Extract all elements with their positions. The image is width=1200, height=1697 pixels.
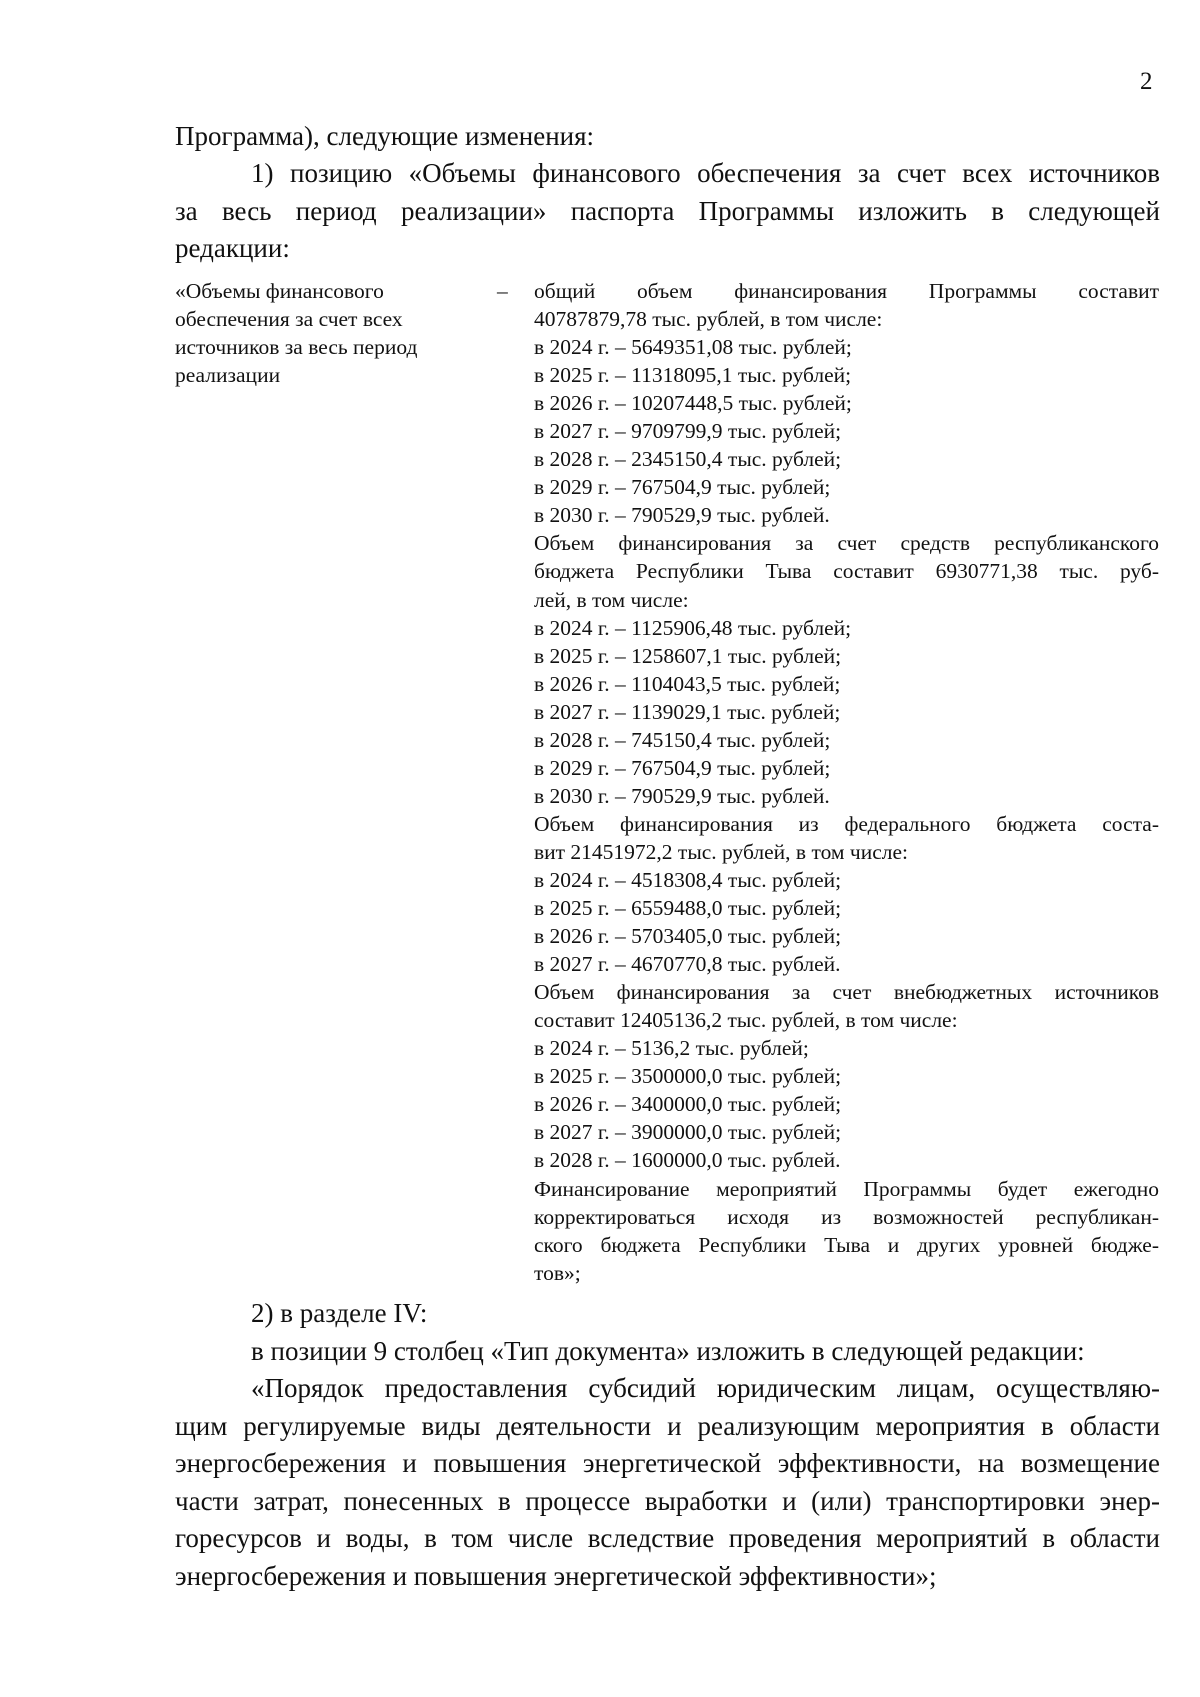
- passport-value-line: 40787879,78 тыс. рублей, в том числе:: [534, 307, 883, 332]
- passport-value-line: в 2027 г. – 1139029,1 тыс. рублей;: [534, 699, 841, 724]
- item-1-line: редакции:: [175, 233, 290, 263]
- quote-line: горесурсов и воды, в том числе вследствие проведения мероприятий в области: [175, 1523, 1160, 1553]
- quote-line: энергосбережения и повышения энергетической эффективности»;: [175, 1560, 937, 1591]
- passport-value-line: в 2026 г. – 3400000,0 тыс. рублей;: [534, 1092, 842, 1117]
- passport-dash: –: [497, 279, 508, 303]
- passport-value-line: бюджета Республики Тыва составит 6930771,38 тыс. руб-: [534, 559, 1159, 584]
- passport-label-line: «Объемы финансового: [175, 279, 384, 303]
- quote-line: щим регулируемые виды деятельности и реализующим мероприятия в области: [175, 1410, 1160, 1441]
- passport-value-line: в 2027 г. – 3900000,0 тыс. рублей;: [534, 1120, 842, 1145]
- item-2-heading: 2) в разделе IV:: [251, 1298, 428, 1328]
- passport-value-line: в 2025 г. – 11318095,1 тыс. рублей;: [534, 363, 852, 388]
- passport-label-line: реализации: [175, 363, 281, 387]
- passport-label-line: обеспечения за счет всех: [175, 307, 403, 331]
- passport-value-line: в 2027 г. – 4670770,8 тыс. рублей.: [534, 952, 841, 977]
- quote-line: «Порядок предоставления субсидий юридическим лицам, осуществляю-: [251, 1373, 1160, 1403]
- passport-value-line: в 2028 г. – 1600000,0 тыс. рублей.: [534, 1148, 841, 1173]
- quote-line: части затрат, понесенных в процессе выработки и (или) транспортировки энер-: [175, 1485, 1160, 1516]
- passport-value-line: в 2026 г. – 5703405,0 тыс. рублей;: [534, 924, 842, 949]
- quote-line: энергосбережения и повышения энергетической эффективности, на возмещение: [175, 1448, 1160, 1478]
- passport-value-line: Объем финансирования за счет средств республиканского: [534, 531, 1159, 556]
- passport-value-line: в 2030 г. – 790529,9 тыс. рублей.: [534, 783, 830, 808]
- passport-value-line: в 2024 г. – 5136,2 тыс. рублей;: [534, 1036, 809, 1061]
- item-2-instruction: в позиции 9 столбец «Тип документа» изложить в следующей редакции:: [251, 1335, 1085, 1366]
- passport-value-line: в 2024 г. – 5649351,08 тыс. рублей;: [534, 335, 852, 360]
- passport-value-line: в 2028 г. – 2345150,4 тыс. рублей;: [534, 447, 842, 472]
- intro-line: Программа), следующие изменения:: [175, 121, 595, 151]
- quoted-document-type: [175, 1370, 1160, 1595]
- passport-value-line: общий объем финансирования Программы составит: [534, 279, 1159, 303]
- passport-value-line: составит 12405136,2 тыс. рублей, в том числе:: [534, 1008, 958, 1033]
- passport-label-line: источников за весь период: [175, 335, 418, 359]
- passport-value-line: в 2025 г. – 3500000,0 тыс. рублей;: [534, 1064, 842, 1089]
- passport-value-line: Финансирование мероприятий Программы будет ежегодно: [534, 1176, 1159, 1201]
- item-1-line: за весь период реализации» паспорта Программы изложить в следующей: [175, 195, 1160, 226]
- passport-value-line: в 2026 г. – 10207448,5 тыс. рублей;: [534, 391, 852, 416]
- passport-value-line: в 2030 г. – 790529,9 тыс. рублей.: [534, 503, 830, 528]
- passport-value-line: корректироваться исходя из возможностей республикан-: [534, 1204, 1159, 1229]
- passport-value-line: вит 21451972,2 тыс. рублей, в том числе:: [534, 839, 908, 864]
- passport-value-line: в 2026 г. – 1104043,5 тыс. рублей;: [534, 671, 841, 696]
- item-2-heading-block: [175, 1295, 1160, 1370]
- passport-value-line: в 2029 г. – 767504,9 тыс. рублей;: [534, 755, 831, 780]
- passport-value-line: лей, в том числе:: [534, 587, 689, 612]
- passport-value-line: в 2024 г. – 1125906,48 тыс. рублей;: [534, 615, 852, 640]
- passport-value-line: тов»;: [534, 1260, 581, 1285]
- passport-value-line: в 2028 г. – 745150,4 тыс. рублей;: [534, 727, 831, 752]
- passport-value-line: в 2025 г. – 6559488,0 тыс. рублей;: [534, 896, 842, 921]
- page-number: 2: [1140, 68, 1153, 95]
- passport-value-line: Объем финансирования из федерального бюджета соста-: [534, 811, 1159, 836]
- item-1-line: 1) позицию «Объемы финансового обеспечения за счет всех источников: [251, 158, 1160, 188]
- passport-value-line: в 2025 г. – 1258607,1 тыс. рублей;: [534, 643, 842, 668]
- passport-value-line: в 2027 г. – 9709799,9 тыс. рублей;: [534, 419, 842, 444]
- passport-value-line: Объем финансирования за счет внебюджетных источников: [534, 980, 1159, 1005]
- passport-value: [534, 277, 1159, 1287]
- passport-value-line: ского бюджета Республики Тыва и других уровней бюдже-: [534, 1232, 1159, 1257]
- passport-value-line: в 2024 г. – 4518308,4 тыс. рублей;: [534, 867, 842, 892]
- item-1-paragraph: [175, 155, 1160, 268]
- passport-label: [175, 277, 475, 389]
- passport-value-line: в 2029 г. – 767504,9 тыс. рублей;: [534, 475, 831, 500]
